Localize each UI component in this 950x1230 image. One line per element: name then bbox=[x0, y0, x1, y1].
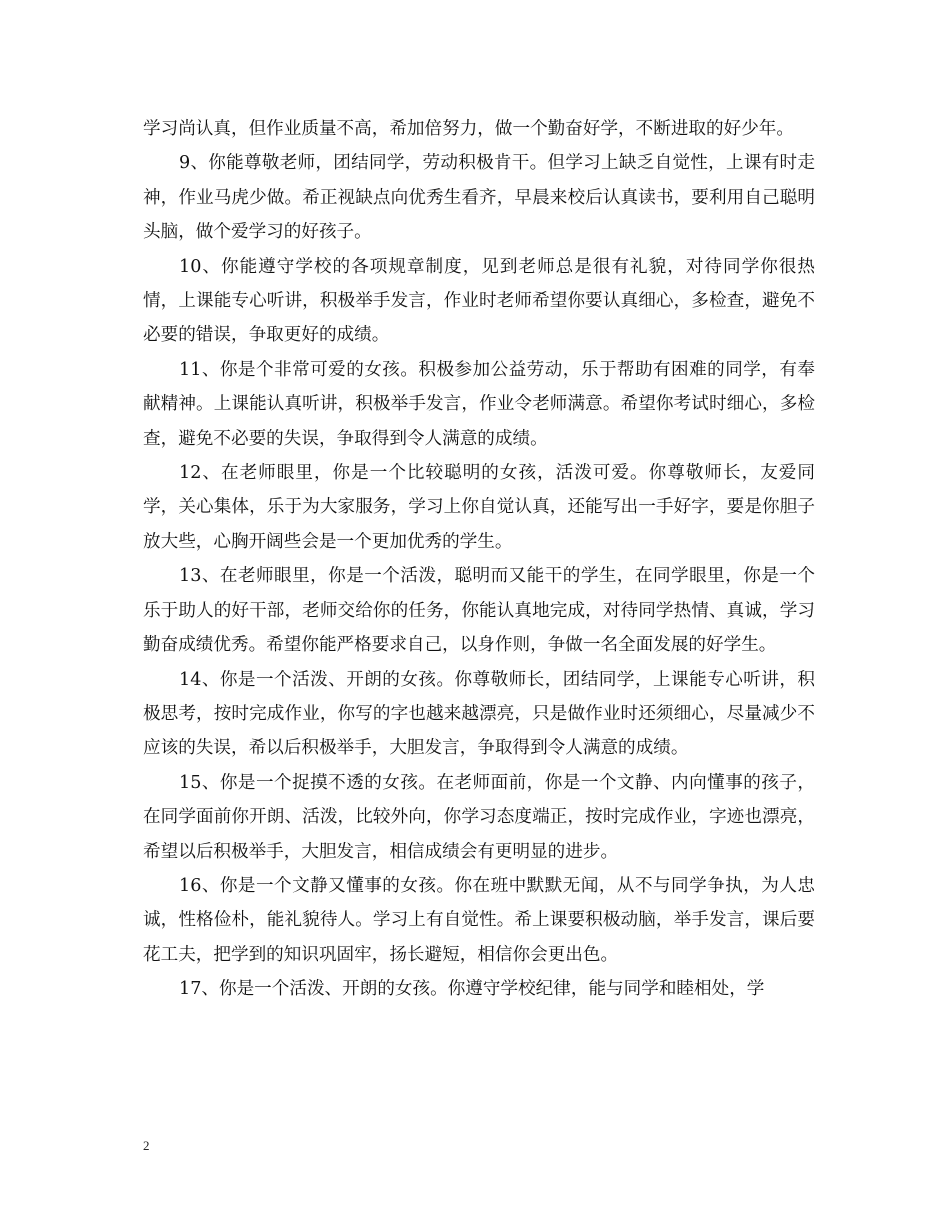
paragraph: 10、你能遵守学校的各项规章制度，见到老师总是很有礼貌，对待同学你很热情，上课能专心听讲，积极举手发言，作业时老师希望你要认真细心，多检查，避免不必要的错误，争取更好的成绩。 bbox=[143, 256, 815, 346]
paragraph: 16、你是一个文静又懂事的女孩。你在班中默默无闻，从不与同学争执，为人忠诚，性格俭朴，能礼貌待人。学习上有自觉性。希上课要积极动脑，举手发言，课后要花工夫，把学到的知识巩固牢，扬长避短，相信你会更出色。 bbox=[143, 875, 815, 965]
paragraph: 9、你能尊敬老师，团结同学，劳动积极肯干。但学习上缺乏自觉性，上课有时走神，作业马虎少做。希正视缺点向优秀生看齐，早晨来校后认真读书，要利用自己聪明头脑，做个爱学习的好孩子。 bbox=[143, 153, 815, 243]
paragraph: 11、你是个非常可爱的女孩。积极参加公益劳动，乐于帮助有困难的同学，有奉献精神。上课能认真听讲，积极举手发言，作业令老师满意。希望你考试时细心，多检查，避免不必要的失误，争取得到令人满意的成绩。 bbox=[143, 359, 815, 449]
body-text bbox=[143, 112, 815, 1007]
paragraph: 学习尚认真，但作业质量不高，希加倍努力，做一个勤奋好学，不断进取的好少年。 bbox=[143, 119, 794, 139]
paragraph: 13、在老师眼里，你是一个活泼，聪明而又能干的学生，在同学眼里，你是一个乐于助人的好干部，老师交给你的任务，你能认真地完成，对待同学热情、真诚，学习勤奋成绩优秀。希望你能严格要求自己，以身作则，争做一名全面发展的好学生。 bbox=[143, 566, 815, 656]
paragraph: 12、在老师眼里，你是一个比较聪明的女孩，活泼可爱。你尊敬师长，友爱同学，关心集体，乐于为大家服务，学习上你自觉认真，还能写出一手好字，要是你胆子放大些，心胸开阔些会是一个更加优秀的学生。 bbox=[143, 463, 815, 552]
paragraph: 15、你是一个捉摸不透的女孩。在老师面前，你是一个文静、内向懂事的孩子，在同学面前你开朗、活泼，比较外向，你学习态度端正，按时完成作业，字迹也漂亮，希望以后积极举手，大胆发言，相信成绩会有更明显的进步。 bbox=[143, 772, 815, 862]
paragraph: 17、你是一个活泼、开朗的女孩。你遵守学校纪律，能与同学和睦相处，学 bbox=[179, 979, 765, 1000]
page-number: 2 bbox=[143, 1138, 150, 1153]
paragraph: 14、你是一个活泼、开朗的女孩。你尊敬师长，团结同学，上课能专心听讲，积极思考，按时完成作业，你写的字也越来越漂亮，只是做作业时还须细心，尽量减少不应该的失误，希以后积极举手，大胆发言，争取得到令人满意的成绩。 bbox=[143, 669, 815, 759]
